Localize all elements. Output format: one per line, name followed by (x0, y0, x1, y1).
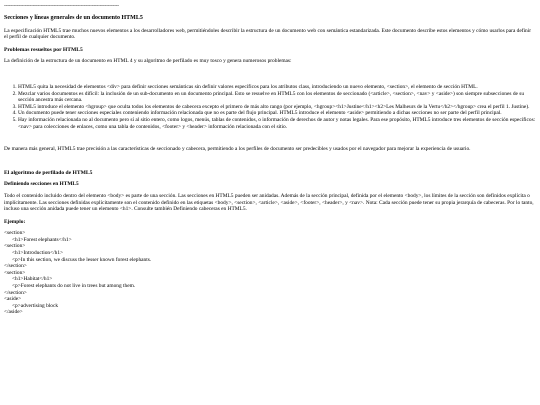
code-line: <section> (4, 243, 26, 250)
list-item: 4. Un documento puede tener secciones especiales conteniendo información relacionada que no es parte del flujo principal. HTML5 introduce el elemento <aside> permitiendo a dichas secciones no ser parte del perfil principal. (18, 110, 536, 117)
code-line: <h1>Habitat</h1> (12, 276, 53, 283)
problems-intro: La definición de la estructura de un documento en HTML 4 y su algoritmo de perfilado es muy tosco y genera numerosos problemas: (4, 58, 292, 65)
code-line: <section> (4, 230, 26, 237)
code-line: <aside> (4, 296, 22, 303)
horizontal-rule: ------------------------------------------------------------------------ (4, 3, 119, 9)
intro-paragraph: La especificación HTML5 trae muchos nuevos elementos a los desarrolladores web, permitiéndoles describir la estructura de un documento web con semántica estandarizada. Este documento describe estos elementos y cómo usarlos para definir el perfil de cualquier documento. (4, 27, 532, 41)
list-item: 5. Hay información relacionada no al documento pero sí al sitio entero, como logos, menús, tablas de contenidos, o información de derechos de autor y notas legales. Para ese propósito, HTML5 introduce tres elementos de sección específicos: <nav> para colecciones de enlaces, como una tabla de contenidos, <footer> y <header> información relacionada con el sitio. (18, 117, 536, 130)
page-title: Secciones y líneas generales de un documento HTML5 (4, 15, 143, 21)
code-line: </section> (4, 289, 27, 296)
problems-list (4, 84, 536, 130)
sections-paragraph: Todo el contenido incluido dentro del elemento <body> es parte de una sección. Las secciones en HTML5 pueden ser anidadas. Además de la sección principal, definida por el elemento <body>, los límites de la sección son definidos explícita o implícitamente. Las secciones definidas explícitamente son el contenido definido en las etiquetas <body>, <section>, <article>, <aside>, <footer>, <header>, y <nav>. Nota: Cada sección puede tener su propia jerarquía de cabeceras. Por lo tanto, incluso una sección anidada puede tener un elemento <h1>. Consulte también Definiendo cabeceras en HTML5. (4, 192, 534, 213)
summary-paragraph: De manera más general, HTML5 trae precisión a las características de seccionado y cabecera, permitiendo a los perfiles de documento ser predecibles y usados por el navegador para mejorar la experiencia de usuario. (4, 146, 471, 153)
list-item: 3. HTML5 introduce el elemento <hgroup> que oculta todos los elementos de cabecera excepto el primero de más alto rango (por ejemplo, <hgroup><h1>Justine</h1><h2>Les Malheurs de la Vertu</h2></hgroup> crea el perfil 1. Justine). (18, 104, 536, 111)
code-line: <h1>Forest elephants</h1> (12, 236, 72, 243)
code-line: <h1>Introduction</h1> (12, 250, 64, 257)
list-item: 2. Mezclar varios documentos es difícil: la inclusión de un sub-documento en un documento principal. Esto se resuelve en HTML5 con los elementos de seccionado (<article>, <section>, <nav> y <aside>) son siempre subsecciones de su sección ancestra más cercana. (18, 91, 536, 104)
code-line: <p>Forest elephants do not live in trees but among them. (12, 283, 136, 290)
list-item: 1. HTML5 quita la necesidad de elementos <div> para definir secciones semánticas sin definir valores específicos para los atributos class, introduciendo un nuevo elemento, <section>, el elemento de sección HTML. (18, 84, 536, 91)
example-heading: Ejemplo: (4, 218, 26, 225)
code-line: </aside> (4, 309, 23, 316)
problems-heading: Problemas resueltos por HTML5 (4, 46, 83, 53)
code-line: <p>advertising block (12, 302, 59, 309)
sections-heading: Definiendo secciones en HTML5 (4, 181, 79, 188)
code-line: </section> (4, 263, 27, 270)
code-line: <p>In this section, we discuss the lesser known forest elephants. (12, 256, 152, 263)
algorithm-heading: El algoritmo de perfilado de HTML5 (4, 169, 93, 176)
code-example (4, 230, 536, 316)
code-line: <section> (4, 269, 26, 276)
